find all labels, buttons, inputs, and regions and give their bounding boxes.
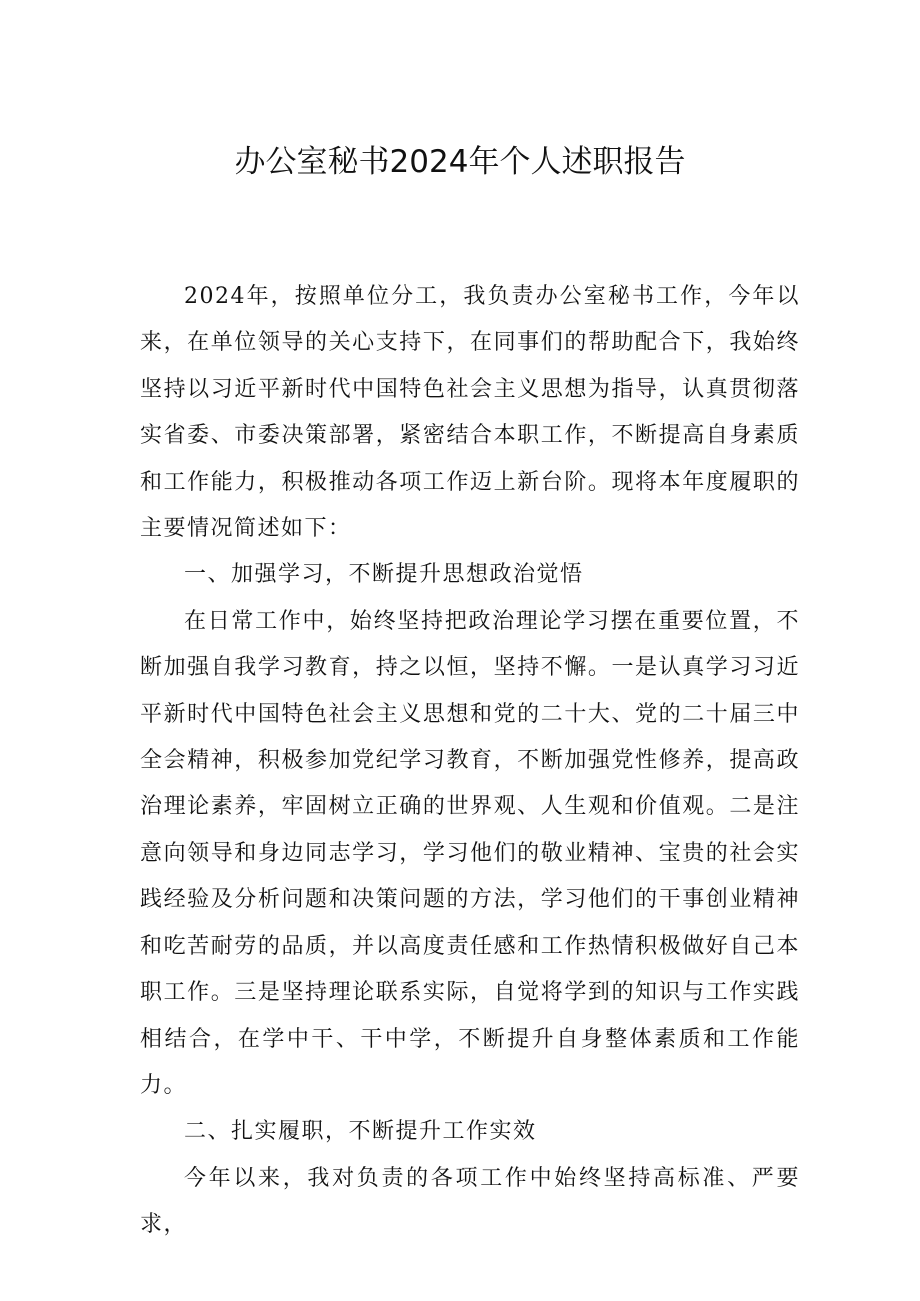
section-2-paragraph: 今年以来，我对负责的各项工作中始终坚持高标准、严要求，: [140, 1165, 800, 1238]
intro-paragraph: 2024年，按照单位分工，我负责办公室秘书工作，今年以来，在单位领导的关心支持下，在同事们的帮助配合下，我始终坚持以习近平新时代中国特色社会主义思想为指导，认真贯彻落实省委、市委决策部署，紧密结合本职工作，不断提高自身素质和工作能力，积极推动各项工作迈上新台阶。现将本年度履职的主要情况简述如下：: [140, 284, 800, 542]
document-body: [140, 274, 800, 1249]
document-title: 办公室秘书2024年个人述职报告: [234, 144, 686, 180]
section-heading-1: 一、加强学习，不断提升思想政治觉悟: [184, 562, 584, 588]
section-heading-2: 二、扎实履职，不断提升工作实效: [184, 1119, 537, 1145]
section-1-paragraph: 在日常工作中，始终坚持把政治理论学习摆在重要位置，不断加强自我学习教育，持之以恒，坚持不懈。一是认真学习习近平新时代中国特色社会主义思想和党的二十大、党的二十届三中全会精神，积极参加党纪学习教育，不断加强党性修养，提高政治理论素养，牢固树立正确的世界观、人生观和价值观。二是注意向领导和身边同志学习，学习他们的敬业精神、宝贵的社会实践经验及分析问题和决策问题的方法，学习他们的干事创业精神和吃苦耐劳的品质，并以高度责任感和工作热情积极做好自己本职工作。三是坚持理论联系实际，自觉将学到的知识与工作实践相结合，在学中干、干中学，不断提升自身整体素质和工作能力。: [140, 608, 800, 1098]
